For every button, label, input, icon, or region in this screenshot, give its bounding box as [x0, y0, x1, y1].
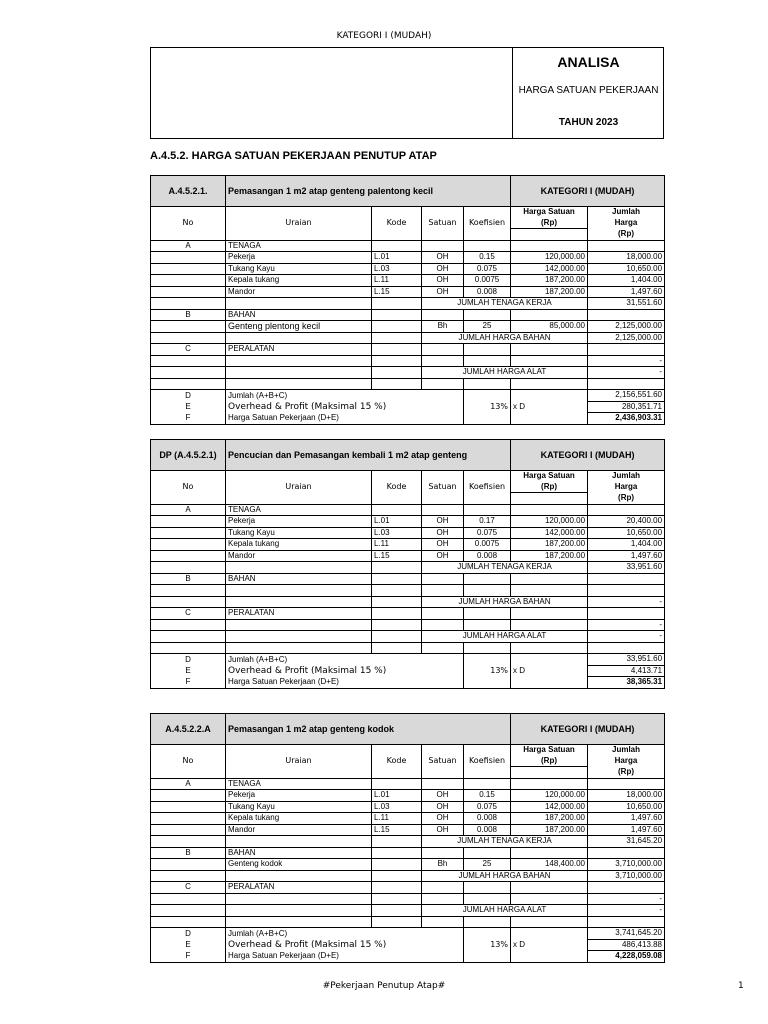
table-title-row	[151, 440, 665, 471]
group-row-peralatan: C PERALATAN	[151, 608, 665, 620]
col-no: No	[151, 207, 226, 241]
col-harga-satuan: Harga Satuan	[511, 471, 588, 482]
col-harga-satuan-unit: (Rp)	[511, 756, 588, 767]
subtotal-row-tenaga: JUMLAH TENAGA KERJA 31,551.60	[151, 298, 665, 310]
section-title: A.4.5.2. HARGA SATUAN PEKERJAAN PENUTUP ATAP	[150, 150, 437, 162]
total-row-f: F Harga Satuan Pekerjaan (D+E) 2,436,903.31	[151, 413, 665, 425]
analisa-subtitle: HARGA SATUAN PEKERJAAN	[518, 85, 659, 96]
column-header-row	[151, 207, 665, 218]
subtotal-row-alat: JUMLAH HARGA ALAT -	[151, 631, 665, 643]
table-row: Genteng plentong kecil Bh 25 85,000.00 2,125,000.00	[151, 321, 665, 333]
col-harga-satuan: Harga Satuan	[511, 745, 588, 756]
column-header-row	[151, 745, 665, 756]
col-koefisien: Koefisien	[464, 745, 511, 779]
subtotal-row-bahan: JUMLAH HARGA BAHAN 3,710,000.00	[151, 870, 665, 882]
table-row: -	[151, 619, 665, 631]
col-no: No	[151, 471, 226, 505]
table-row: -	[151, 355, 665, 367]
table-row: Genteng kodok Bh 25 148,400.00 3,710,000.00	[151, 859, 665, 871]
item-code: DP (A.4.5.2.1)	[151, 440, 226, 471]
total-row-d: D Jumlah (A+B+C) 3,741,645.20	[151, 928, 665, 940]
col-kode: Kode	[372, 471, 422, 505]
table-row: Pekerja L.01 OH 0.15 120,000.00 18,000.00	[151, 790, 665, 802]
table-row: Tukang Kayu L.03 OH 0.075 142,000.00 10,650.00	[151, 801, 665, 813]
col-koefisien: Koefisien	[464, 471, 511, 505]
analisa-header-box	[150, 47, 664, 139]
item-title: Pencucian dan Pemasangan kembali 1 m2 atap genteng	[226, 440, 511, 471]
item-category: KATEGORI I (MUDAH)	[511, 440, 665, 471]
table-row: Kepala tukang L.11 OH 0.0075 187,200.00 1,404.00	[151, 275, 665, 287]
subtotal-row-alat: JUMLAH HARGA ALAT -	[151, 367, 665, 379]
table-row: Kepala tukang L.11 OH 0.008 187,200.00 1,497.60	[151, 813, 665, 825]
col-uraian: Uraian	[226, 207, 372, 241]
group-row-tenaga: A TENAGA	[151, 240, 665, 252]
analisa-year: TAHUN 2023	[558, 117, 619, 128]
col-satuan: Satuan	[422, 745, 464, 779]
analysis-table-3	[150, 713, 665, 963]
col-jumlah: Jumlah	[588, 207, 665, 218]
column-header-row	[151, 471, 665, 482]
group-row-bahan: B BAHAN	[151, 573, 665, 585]
item-code: A.4.5.2.1.	[151, 176, 226, 207]
col-satuan: Satuan	[422, 207, 464, 241]
col-jumlah-harga: Harga	[588, 218, 665, 229]
col-kode: Kode	[372, 207, 422, 241]
table-title-row	[151, 176, 665, 207]
table-row: Mandor L.15 OH 0.008 187,200.00 1,497.60	[151, 824, 665, 836]
col-jumlah: Jumlah	[588, 471, 665, 482]
group-row-tenaga: A TENAGA	[151, 504, 665, 516]
total-row-e: E Overhead & Profit (Maksimal 15 %) 13% x D 4,413.71	[151, 665, 665, 677]
col-harga-satuan-unit: (Rp)	[511, 482, 588, 493]
col-uraian: Uraian	[226, 471, 372, 505]
subtotal-row-alat: JUMLAH HARGA ALAT -	[151, 905, 665, 917]
col-jumlah-unit: (Rp)	[588, 229, 665, 241]
total-row-f: F Harga Satuan Pekerjaan (D+E) 38,365.31	[151, 677, 665, 689]
spacer-row	[151, 642, 665, 654]
group-row-bahan: B BAHAN	[151, 847, 665, 859]
subtotal-row-tenaga: JUMLAH TENAGA KERJA 33,951.60	[151, 562, 665, 574]
item-title: Pemasangan 1 m2 atap genteng kodok	[226, 714, 511, 745]
page-footer: #Pekerjaan Penutup Atap#	[322, 981, 446, 991]
item-category: KATEGORI I (MUDAH)	[511, 176, 665, 207]
col-koefisien: Koefisien	[464, 207, 511, 241]
item-category: KATEGORI I (MUDAH)	[511, 714, 665, 745]
spacer-row	[151, 378, 665, 390]
col-jumlah: Jumlah	[588, 745, 665, 756]
analisa-title: ANALISA	[557, 54, 620, 70]
subtotal-row-tenaga: JUMLAH TENAGA KERJA 31,645.20	[151, 836, 665, 848]
table-row: Mandor L.15 OH 0.008 187,200.00 1,497.60	[151, 286, 665, 298]
col-jumlah-harga: Harga	[588, 482, 665, 493]
analysis-table-2	[150, 439, 665, 689]
table-row: Kepala tukang L.11 OH 0.0075 187,200.00 1,404.00	[151, 539, 665, 551]
col-jumlah-unit: (Rp)	[588, 493, 665, 505]
table-row: Pekerja L.01 OH 0.17 120,000.00 20,400.00	[151, 516, 665, 528]
page-number: 1	[738, 981, 744, 991]
analisa-header-title-panel	[512, 48, 664, 138]
item-title: Pemasangan 1 m2 atap genteng palentong kecil	[226, 176, 511, 207]
total-row-f: F Harga Satuan Pekerjaan (D+E) 4,228,059.08	[151, 951, 665, 963]
total-row-e: E Overhead & Profit (Maksimal 15 %) 13% x D 280,351.71	[151, 401, 665, 413]
col-kode: Kode	[372, 745, 422, 779]
group-row-peralatan: C PERALATAN	[151, 882, 665, 894]
group-row-bahan: B BAHAN	[151, 309, 665, 321]
table-row: Pekerja L.01 OH 0.15 120,000.00 18,000.00	[151, 252, 665, 264]
col-jumlah-unit: (Rp)	[588, 767, 665, 779]
group-row-tenaga: A TENAGA	[151, 778, 665, 790]
table-row	[151, 585, 665, 597]
page-category-header: KATEGORI I (MUDAH)	[336, 31, 432, 41]
col-jumlah-harga: Harga	[588, 756, 665, 767]
col-harga-satuan-unit: (Rp)	[511, 218, 588, 229]
table-row: Tukang Kayu L.03 OH 0.075 142,000.00 10,650.00	[151, 263, 665, 275]
table-row: Mandor L.15 OH 0.008 187,200.00 1,497.60	[151, 550, 665, 562]
col-uraian: Uraian	[226, 745, 372, 779]
spacer-row	[151, 916, 665, 928]
col-harga-satuan: Harga Satuan	[511, 207, 588, 218]
total-row-d: D Jumlah (A+B+C) 2,156,551.60	[151, 390, 665, 402]
total-row-e: E Overhead & Profit (Maksimal 15 %) 13% x D 486,413.88	[151, 939, 665, 951]
table-row: Tukang Kayu L.03 OH 0.075 142,000.00 10,650.00	[151, 527, 665, 539]
subtotal-row-bahan: JUMLAH HARGA BAHAN 2,125,000.00	[151, 332, 665, 344]
group-row-peralatan: C PERALATAN	[151, 344, 665, 356]
item-code: A.4.5.2.2.A	[151, 714, 226, 745]
subtotal-row-bahan: JUMLAH HARGA BAHAN -	[151, 596, 665, 608]
table-row: -	[151, 893, 665, 905]
table-title-row	[151, 714, 665, 745]
col-no: No	[151, 745, 226, 779]
analysis-table-1	[150, 175, 665, 425]
total-row-d: D Jumlah (A+B+C) 33,951.60	[151, 654, 665, 666]
col-satuan: Satuan	[422, 471, 464, 505]
